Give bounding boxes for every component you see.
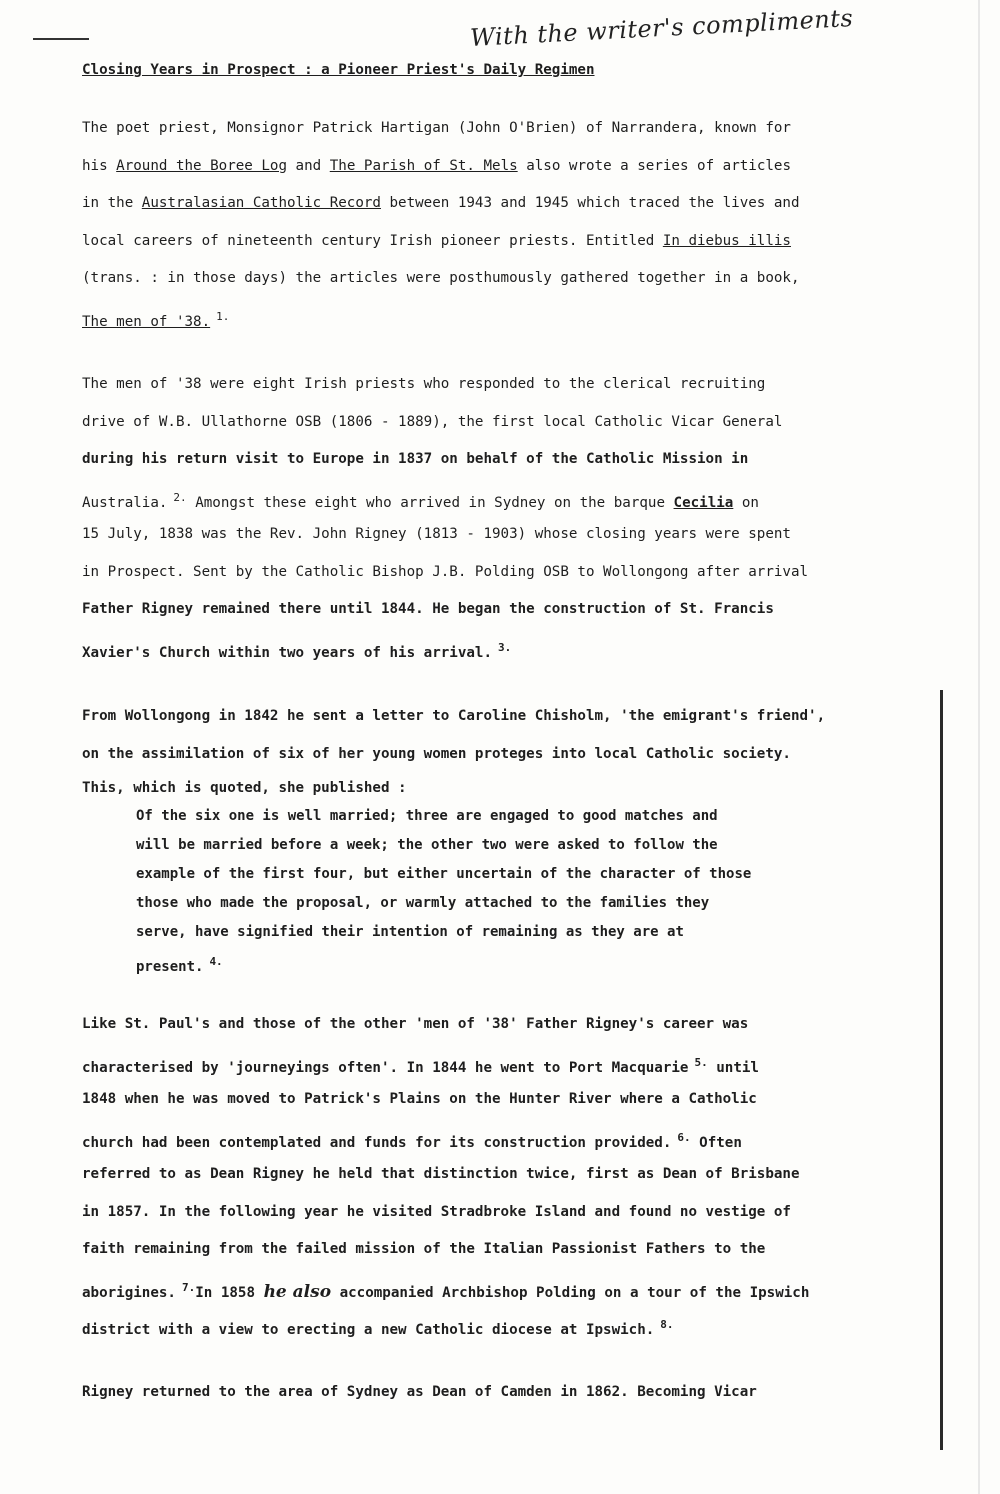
footnote-marker: 2. <box>173 490 187 504</box>
footnote-marker: 3. <box>498 640 512 654</box>
quote-line: those who made the proposal, or warmly attached to the families they <box>136 895 710 911</box>
footnote-marker: 8. <box>660 1318 674 1331</box>
journal-title: Australasian Catholic Record <box>141 195 381 211</box>
p3-line: on the assimilation of six of her young women proteges into local Catholic society. <box>82 745 791 762</box>
footnote-marker: 1. <box>216 309 230 323</box>
paragraph-5 <box>82 1374 912 1412</box>
paragraph-4 <box>82 1006 912 1344</box>
margin-dash <box>33 38 89 40</box>
p1-line: his Around the Boree Log and The Parish of St. Mels also wrote a series of articles <box>82 157 791 174</box>
paragraph-3 <box>82 698 912 803</box>
ship-name: Cecilia <box>673 494 734 511</box>
p4-line: aborigines. $^{7.}$In 1858 he also accompanied Archbishop Polding on a tour of the Ipswich <box>82 1280 810 1302</box>
p4-line: in 1857. In the following year he visited Stradbroke Island and found no vestige of <box>82 1203 791 1220</box>
p2-line: during his return visit to Europe in 1837 on behalf of the Catholic Mission in <box>82 451 749 467</box>
series-title: In diebus illis <box>662 232 791 249</box>
book-title: Around the Boree Log <box>116 157 288 174</box>
p2-line: Australia. $^{2.}$ Amongst these eight who arrived in Sydney on the barque Cecilia on <box>82 490 759 511</box>
paragraph-2 <box>82 366 912 666</box>
book-title: The Parish of St. Mels <box>329 157 518 174</box>
p4-line: faith remaining from the failed mission of the Italian Passionist Fathers to the <box>82 1241 766 1257</box>
p4-line: referred to as Dean Rigney he held that distinction twice, first as Dean of Brisbane <box>82 1166 800 1182</box>
block-quote <box>136 802 856 976</box>
page-edge-line <box>940 690 943 1450</box>
page-edge-shadow <box>978 0 980 1494</box>
p2-line: The men of '38 were eight Irish priests who responded to the clerical recruiting <box>82 376 766 392</box>
p2-line: Father Rigney remained there until 1844. He began the construction of St. Francis <box>82 601 774 617</box>
handwritten-insertion: he also <box>263 1281 332 1302</box>
p4-line: characterised by 'journeyings often'. In 1844 he went to Port Macquarie $^{5.}$ until <box>82 1055 759 1076</box>
p3-line: From Wollongong in 1842 he sent a letter to Caroline Chisholm, 'the emigrant's friend', <box>82 708 826 724</box>
handwritten-annotation: With the writer's compliments <box>469 3 854 53</box>
p2-line: Xavier's Church within two years of his arrival. $^{3.}$ <box>82 640 512 661</box>
quote-line: serve, have signified their intention of remaining as they are at <box>136 924 684 940</box>
p1-line: local careers of nineteenth century Irish pioneer priests. Entitled In diebus illis <box>82 232 791 249</box>
p4-line: 1848 when he was moved to Patrick's Plains on the Hunter River where a Catholic <box>82 1091 757 1107</box>
footnote-marker: 5. <box>694 1055 708 1069</box>
p1-line: (trans. : in those days) the articles were posthumously gathered together in a book, <box>82 270 800 286</box>
quote-line: will be married before a week; the other two were asked to follow the <box>136 837 718 853</box>
quote-line: present. $^{4.}$ <box>136 955 223 975</box>
p5-line: Rigney returned to the area of Sydney as Dean of Camden in 1862. Becoming Vicar <box>82 1384 757 1400</box>
p4-line: Like St. Paul's and those of the other 'men of '38' Father Rigney's career was <box>82 1016 749 1032</box>
p2-line: drive of W.B. Ullathorne OSB (1806 - 1889), the first local Catholic Vicar General <box>82 413 783 430</box>
book-title: The men of '38. <box>82 313 211 330</box>
p1-line: in the Australasian Catholic Record between 1943 and 1945 which traced the lives and <box>82 195 800 211</box>
p2-line: in Prospect. Sent by the Catholic Bishop J.B. Polding OSB to Wollongong after arrival <box>82 563 809 580</box>
footnote-marker: 4. <box>209 955 223 968</box>
paragraph-1 <box>82 110 912 335</box>
p2-line: 15 July, 1838 was the Rev. John Rigney (1813 - 1903) whose closing years were spent <box>82 526 791 542</box>
p4-line: district with a view to erecting a new Catholic diocese at Ipswich. $^{8.}$ <box>82 1318 674 1338</box>
quote-line: Of the six one is well married; three are engaged to good matches and <box>136 808 718 824</box>
p1-line <box>82 298 912 336</box>
footnote-marker: 6. <box>677 1130 691 1144</box>
p3-line: This, which is quoted, she published : <box>82 780 407 796</box>
document-title: Closing Years in Prospect : a Pioneer Priest's Daily Regimen <box>82 62 595 78</box>
p1-line: The poet priest, Monsignor Patrick Hartigan (John O'Brien) of Narrandera, known for <box>82 120 791 136</box>
footnote-marker: 7. <box>181 1280 196 1294</box>
p4-line: church had been contemplated and funds for its construction provided. $^{6.}$ Often <box>82 1130 742 1151</box>
quote-line: example of the first four, but either uncertain of the character of those <box>136 866 752 882</box>
